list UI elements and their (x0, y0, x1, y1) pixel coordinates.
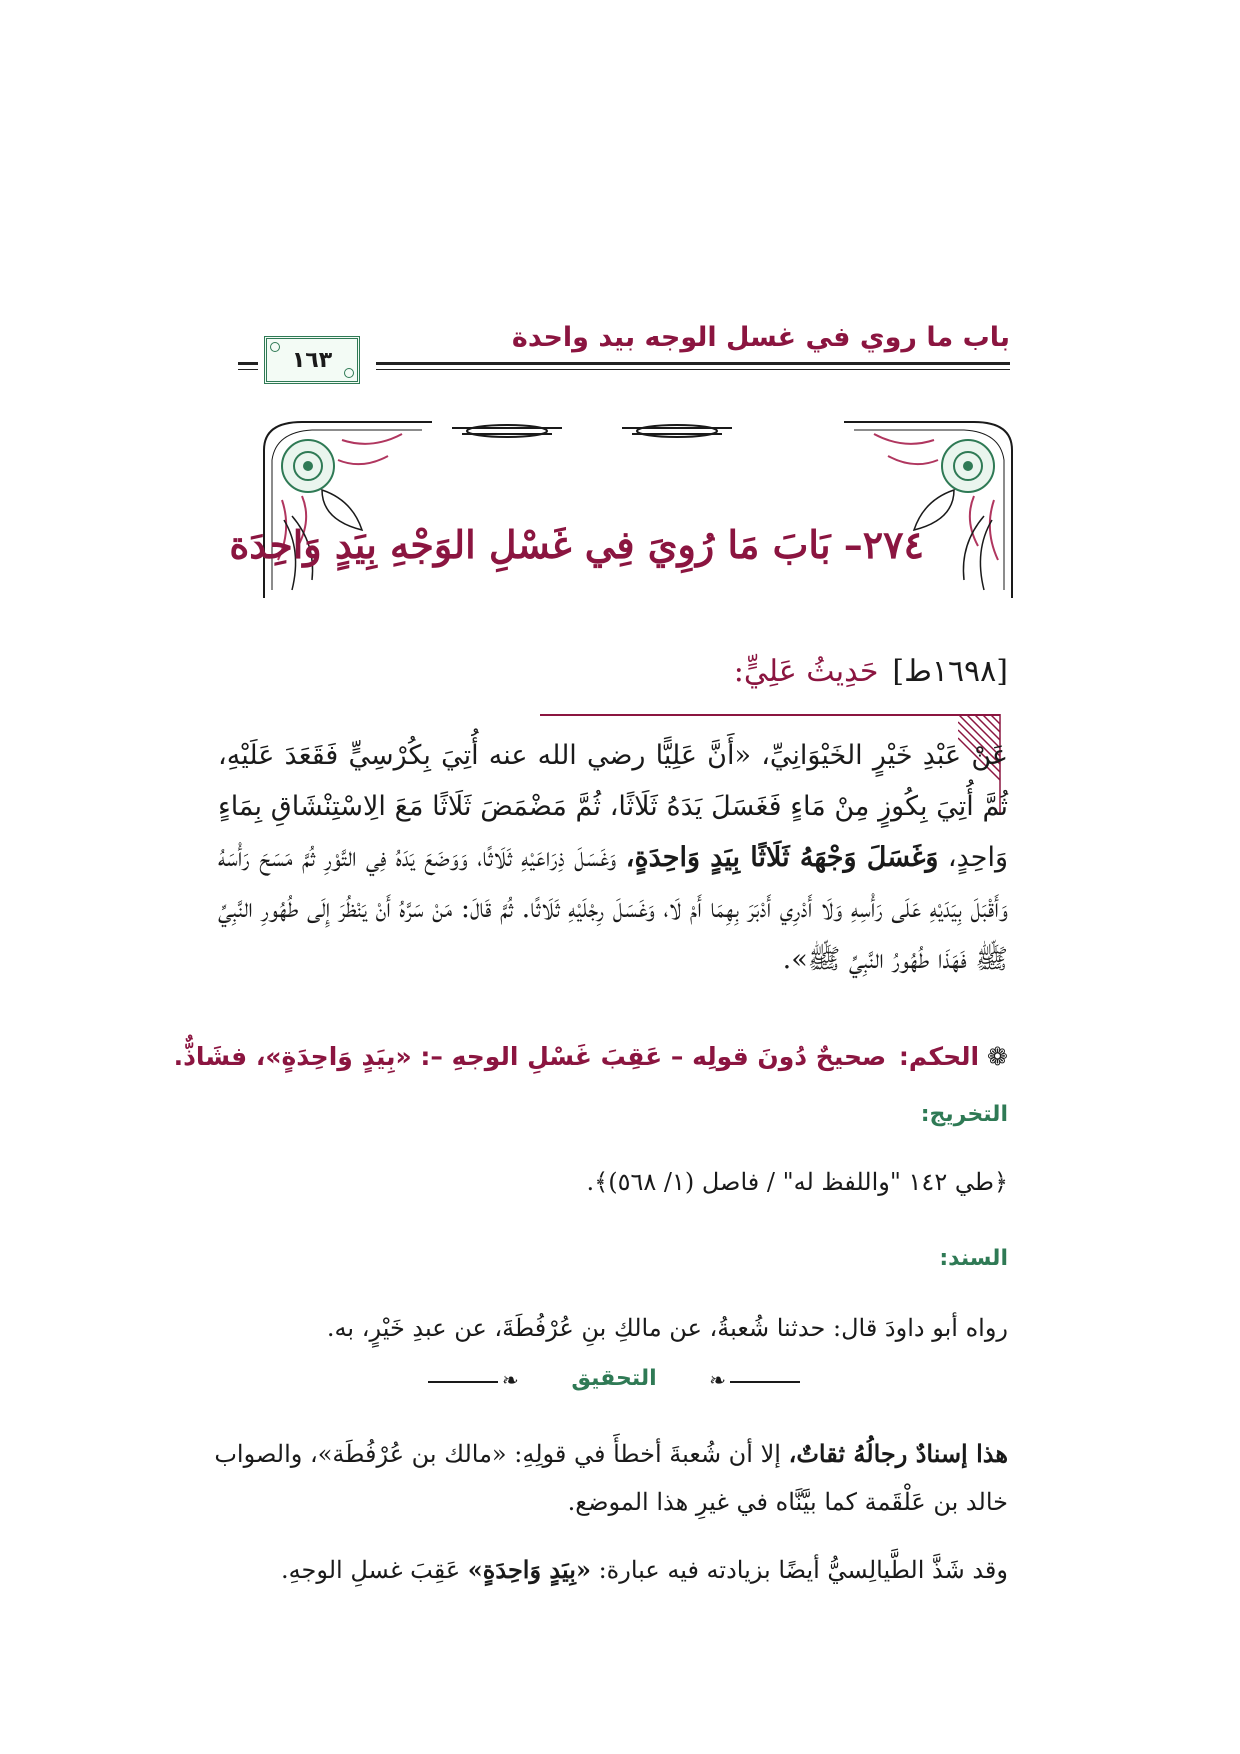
left-corner-ornament (264, 422, 432, 598)
ornament-right-icon: ❧ (709, 1368, 726, 1392)
analysis-para2-end: عَقِبَ غسلِ الوجهِ. (281, 1556, 461, 1584)
ruling (174, 1042, 1008, 1071)
takhrij-label: التخريج: (920, 1102, 1008, 1127)
right-corner-ornament (844, 422, 1012, 598)
hadith-label: حَدِيثُ عَلِيٍّ: (733, 654, 879, 689)
takhrij-text: ﴿طي ١٤٢ "واللفظ له" / فاصل (١/ ٥٦٨)﴾. (586, 1168, 1008, 1196)
analysis-para2-bold: «بِيَدٍ وَاحِدَةٍ» (467, 1555, 591, 1584)
analysis-paragraph-2 (208, 1546, 1008, 1594)
analysis-para2-start: وقد شَذَّ الطَّيالِسيُّ أيضًا بزيادته فيه عبارة: (598, 1556, 1008, 1584)
chapter-title: ٢٧٤– بَابَ مَا رُوِيَ فِي غَسْلِ الوَجْهِ بِيَدٍ وَاحِدَة (229, 522, 924, 567)
hadith-text (218, 730, 1008, 985)
ruling-text: صحيحٌ دُونَ قولِه – عَقِبَ غَسْلِ الوجهِ –: «بِيَدٍ وَاحِدَةٍ»، فشَاذٌّ. (173, 1042, 887, 1071)
ornament-left-icon: ❧ (502, 1368, 519, 1392)
hadith-number: [١٦٩٨ط] (892, 654, 1008, 689)
analysis-paragraph-1 (208, 1430, 1008, 1526)
tahqiq-label: التحقيق (571, 1366, 657, 1391)
hadith-text-part1: عَنْ عَبْدِ خَيْرٍ الخَيْوَانِيِّ، «أَنَّ عَلِيًّا رضي الله عنه أُتِيَ بِكُرْسِيٍّ فَقَعَدَ عَلَيْهِ، ثُمَّ أُتِيَ بِكُوزٍ مِنْ مَاءٍ فَغَسَلَ يَدَهُ ثَلَاثًا، ثُمَّ مَضْمَضَ ثَلَاثًا مَعَ الِاسْتِنْشَاقِ بِمَاءٍ وَاحِدٍ، (218, 740, 1009, 873)
running-title: باب ما روي في غسل الوجه بيد واحدة (511, 322, 1010, 353)
hadith-divider (540, 714, 1000, 716)
header-rule (376, 362, 1010, 365)
page-number: ١٦٣ (291, 347, 333, 373)
sanad-text: رواه أبو داودَ قال: حدثنا شُعبةُ، عن مالكِ بنِ عُرْفُطَةَ، عن عبدِ خَيْرٍ، به. (326, 1314, 1008, 1342)
chapter-frame (229, 420, 1014, 600)
running-header (238, 322, 1010, 382)
header-rule-left-thin (238, 369, 258, 370)
ruling-label: الحكم: (898, 1042, 980, 1071)
analysis-para1-bold: هذا إسنادٌ رجالُهُ ثقاتٌ، (788, 1439, 1008, 1468)
header-rule-left (238, 362, 258, 365)
hadith-text-bold: وَغَسَلَ وَجْهَهُ ثَلَاثًا بِيَدٍ وَاحِدَةٍ، (625, 842, 939, 873)
hadith-text-part2: وَغَسَلَ ذِرَاعَيْهِ ثَلَاثًا، وَوَضَعَ يَدَهُ فِي التَّوْرِ ثُمَّ مَسَحَ رَأْسَهُ وَأَقْبَلَ بِيَدَيْهِ عَلَى رَأْسِهِ وَلَا أَدْرِي أَدْبَرَ بِهِمَا أَمْ لَا، وَغَسَلَ رِجْلَيْهِ ثَلَاثًا. ثُمَّ قَالَ: مَنْ سَرَّهُ أَنْ يَنْظُرَ إِلَى طُهُورِ النَّبِيِّ ﷺ فَهَذَا طُهُورُ النَّبِيِّ ﷺ». (218, 842, 1008, 975)
hadith-heading (734, 654, 1008, 689)
flower-ornament-icon: ❁ (987, 1042, 1008, 1071)
header-rule-thin (376, 369, 1010, 370)
sanad-label: السند: (939, 1246, 1008, 1271)
analysis-para1-rest: إلا أن شُعبةَ أخطأَ في قولِهِ: «مالك بن عُرْفُطَة»، والصواب خالد بن عَلْقَمة كما بيَّنَّاه في غيرِ هذا الموضع. (214, 1440, 1008, 1516)
tahqiq-divider (428, 1364, 800, 1400)
ornamental-frame-icon (229, 420, 1014, 600)
page-number-frame (264, 336, 360, 384)
